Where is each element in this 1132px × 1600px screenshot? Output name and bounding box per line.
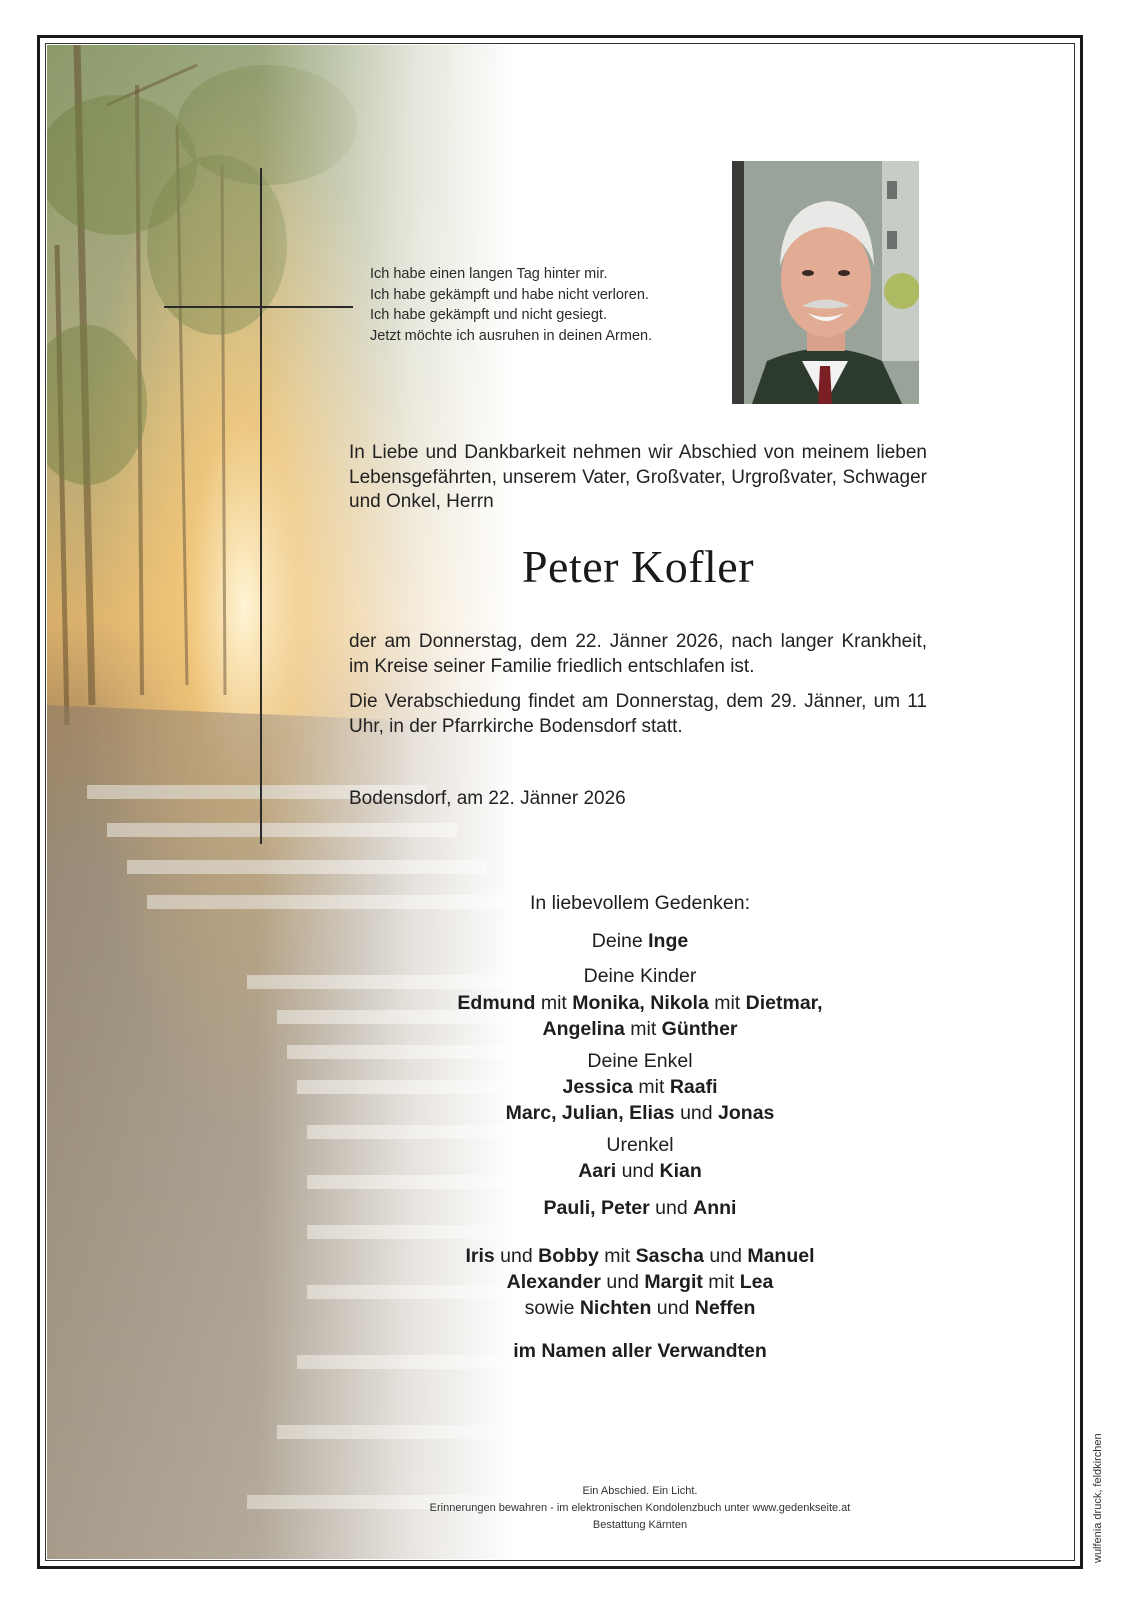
mourner-name: Angelina (542, 1018, 625, 1040)
children-line-2 (340, 1018, 940, 1041)
grandchildren-line-1 (340, 1076, 940, 1099)
mourner-name: Jonas (718, 1102, 775, 1124)
siblings-line (340, 1197, 940, 1220)
mourner-name: Kian (659, 1160, 702, 1182)
mourner-name: Marc, Julian, Elias (505, 1102, 675, 1124)
children-label: Deine Kinder (583, 965, 697, 987)
mourner-name: Iris (465, 1245, 495, 1267)
mourner-name: Jessica (562, 1076, 633, 1098)
deceased-name: Peter Kofler (521, 541, 755, 592)
connector-text: sowie (524, 1297, 575, 1319)
mourner-name: Edmund (457, 992, 536, 1014)
children-line-1 (340, 992, 940, 1015)
quote-line: Ich habe gekämpft und habe nicht verloren. (370, 286, 649, 303)
connector-text: mit (714, 992, 741, 1014)
relatives-line-2 (340, 1271, 940, 1294)
great-grandchildren-line (340, 1160, 940, 1183)
connector-text: mit (638, 1076, 665, 1098)
mourner-name: Nichten (579, 1297, 652, 1319)
grandchildren-line-2 (340, 1102, 940, 1125)
mourner-name: Raafi (669, 1076, 718, 1098)
place-and-date: Bodensdorf, am 22. Jänner 2026 (349, 788, 626, 809)
grandchildren-label: Deine Enkel (587, 1050, 693, 1072)
connector-text: und (606, 1271, 639, 1293)
connector-text: mit (630, 1018, 657, 1040)
relatives-line-1 (340, 1245, 940, 1268)
mourner-name: Sascha (635, 1245, 704, 1267)
quote-line: Ich habe gekämpft und nicht gesiegt. (370, 307, 607, 323)
portrait-photo (732, 161, 919, 404)
label-text: Deine (591, 930, 643, 952)
quote-line: Jetzt möchte ich ausruhen in deinen Armen. (370, 327, 653, 344)
mourner-name: Lea (739, 1271, 774, 1293)
intro-text: In Liebe und Dankbarkeit nehmen wir Abschied von meinem lieben Lebensgefährten, unserem Vater, Großvater, Urgroßvater, Schwager und Onkel, Herrn (349, 442, 927, 512)
mourner-name: Neffen (694, 1297, 756, 1319)
mourner-name: Anni (693, 1197, 737, 1219)
mourner-name: Monika, (572, 992, 645, 1014)
mourner-name: Alexander (506, 1271, 601, 1293)
mourner-name: Manuel (747, 1245, 815, 1267)
connector-text: mit (708, 1271, 735, 1293)
partner-line (340, 930, 940, 953)
mourner-name: Inge (648, 930, 689, 952)
mourner-name: Bobby (538, 1245, 599, 1267)
footer-line-2: Erinnerungen bewahren - im elektronischen Kondolenzbuch unter www.gedenkseite.at (429, 1502, 851, 1514)
connector-text: und (655, 1197, 688, 1219)
mourner-name: Pauli, Peter (543, 1197, 650, 1219)
connector-text: mit (540, 992, 567, 1014)
mourner-name: Aari (578, 1160, 617, 1182)
mourner-name: Nikola (650, 992, 709, 1014)
mourner-name: Margit (644, 1271, 703, 1293)
connector-text: und (709, 1245, 742, 1267)
cross-vertical-beam (260, 168, 262, 844)
mourner-name: Dietmar, (745, 992, 823, 1014)
footer-line-1: Ein Abschied. Ein Licht. (582, 1485, 698, 1497)
cross-horizontal-beam (164, 306, 353, 308)
connector-text: und (621, 1160, 655, 1182)
funeral-notice: Die Verabschiedung findet am Donnerstag, dem 29. Jänner, um 11 Uhr, in der Pfarrkirche Bodensdorf statt. (349, 691, 927, 737)
closing-line: im Namen aller Verwandten (513, 1340, 767, 1362)
mourners-heading: In liebevollem Gedenken: (529, 892, 751, 914)
footer-line-3: Bestattung Kärnten (592, 1519, 688, 1531)
quote-line: Ich habe einen langen Tag hinter mir. (370, 266, 608, 282)
connector-text: und (500, 1245, 533, 1267)
connector-text: mit (604, 1245, 631, 1267)
memorial-quote (370, 264, 710, 346)
connector-text: und (656, 1297, 690, 1319)
mourner-name: Günther (661, 1018, 738, 1040)
printer-credit: wulfenia druck, feldkirchen (1092, 1433, 1104, 1563)
death-notice: der am Donnerstag, dem 22. Jänner 2026, nach langer Krankheit, im Kreise seiner Familie friedlich entschlafen ist. (349, 631, 927, 677)
relatives-line-3 (340, 1297, 940, 1320)
great-grandchildren-label: Urenkel (606, 1134, 674, 1156)
connector-text: und (680, 1102, 713, 1124)
